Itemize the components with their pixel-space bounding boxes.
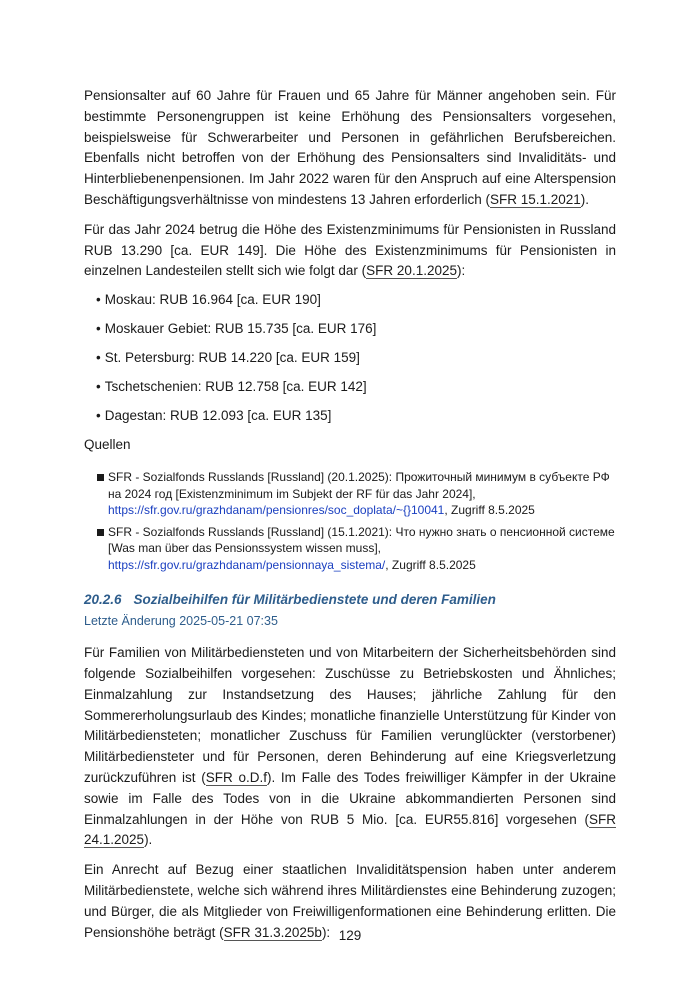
source-link[interactable]: https://sfr.gov.ru/grazhdanam/pensionnaya_sistema/: [108, 557, 386, 572]
square-bullet-icon: [97, 474, 104, 481]
square-bullet-icon: [97, 529, 104, 536]
list-item: • St. Petersburg: RUB 14.220 [ca. EUR 159]: [96, 350, 360, 366]
list-item: • Moskau: RUB 16.964 [ca. EUR 190]: [96, 292, 321, 308]
list-item: • Tschetschenien: RUB 12.758 [ca. EUR 142]: [96, 379, 367, 395]
citation-link[interactable]: SFR 20.1.2025: [366, 263, 457, 279]
sources-heading: Quellen: [84, 437, 131, 453]
source-item: SFR - Sozialfonds Russlands [Russland] (15.1.2021): Что нужно знать о пенсионной системе [Was man über das Pensionssystem wissen muss], https://sfr.gov.ru/grazhdanam/pensionnaya_sistema/, Zugriff 8.5.2025: [84, 524, 616, 574]
sources-list: [84, 469, 616, 573]
citation-link[interactable]: SFR o.D.f: [205, 769, 267, 785]
citation-link[interactable]: SFR 31.3.2025b: [223, 924, 322, 940]
section-heading: [84, 591, 616, 609]
list-item: • Moskauer Gebiet: RUB 15.735 [ca. EUR 176]: [96, 321, 377, 337]
section-title: Sozialbeihilfen für Militärbedienstete und deren Familien: [133, 592, 496, 608]
source-item: SFR - Sozialfonds Russlands [Russland] (20.1.2025): Прожиточный минимум в субъекте РФ на 2024 год [Existenzminimum im Subjekt der RF für das Jahr 2024], https://sfr.gov.ru/grazhdanam/pensionres/soc_doplata/~{}10041, Zugriff 8.5.2025: [84, 469, 616, 519]
paragraph-military-benefits: Für Familien von Militärbediensteten und von Mitarbeitern der Sicherheitsbehörden sind folgende Sozialbeihilfen vorgesehen: Zuschüsse zu Betriebskosten und Ähnliches; Einmalzahlung zur Instandsetzung des Hauses; jährliche Zahlung für den Sommererholungsurlaub des Kindes; monatliche finanzielle Unterstützung für Kinder von Militärbediensteten; monatlicher Zuschuss für Familien verunglückter (verstorbener) Militärbediensteter und für Personen, deren Behinderung auf eine Kriegsverletzung zurückzuführen ist (SFR o.D.f). Im Falle des Todes freiwilliger Kämpfer in der Ukraine sowie im Falle des Todes von in die Ukraine abkommandierten Personen sind Einmalzahlungen in der Höhe von RUB 5 Mio. [ca. EUR55.816] vorgesehen (SFR 24.1.2025).: [84, 645, 617, 848]
section-number: 20.2.6: [84, 592, 122, 608]
last-modified: Letzte Änderung 2025-05-21 07:35: [84, 614, 278, 629]
paragraph-existence-minimum: Für das Jahr 2024 betrug die Höhe des Existenzminimums für Pensionisten in Russland RUB 13.290 [ca. EUR 149]. Die Höhe des Existenzminimums für Pensionisten in einzelnen Landesteilen stellt sich wie folgt dar (SFR 20.1.2025):: [84, 221, 616, 279]
page-number: 129: [338, 928, 362, 943]
list-item: • Dagestan: RUB 12.093 [ca. EUR 135]: [96, 408, 332, 424]
citation-link[interactable]: SFR 15.1.2021: [489, 191, 581, 207]
paragraph-invalidity-pension: Ein Anrecht auf Bezug einer staatlichen Invaliditätspension haben unter anderem Militärbedienstete, welche sich während ihres Militärdienstes eine Behinderung zuzogen; und Bürger, die als Mitglieder von Freiwilligenformationen eine Behinderung erlitten. Die Pensionshöhe beträgt (SFR 31.3.2025b):: [84, 862, 616, 940]
citation-link[interactable]: SFR 24.1.2025: [84, 811, 616, 848]
region-list: [84, 290, 616, 426]
page-content: [84, 86, 616, 943]
paragraph-pension-age: Pensionsalter auf 60 Jahre für Frauen und 65 Jahre für Männer angehoben sein. Für bestimmte Personengruppen ist keine Erhöhung des Pensionsalters vorgesehen, beispielsweise für Schwerarbeiter und Personen in gefährlichen Berufsbereichen. Ebenfalls nicht betroffen von der Erhöhung des Pensionsalters sind Invaliditäts- und Hinterbliebenenpensionen. Im Jahr 2022 waren für den Anspruch auf eine Alterspension Beschäftigungsverhältnisse von mindestens 13 Jahren erforderlich (SFR 15.1.2021).: [84, 88, 616, 207]
source-link[interactable]: https://sfr.gov.ru/grazhdanam/pensionres/soc_doplata/~{}10041: [108, 503, 445, 518]
